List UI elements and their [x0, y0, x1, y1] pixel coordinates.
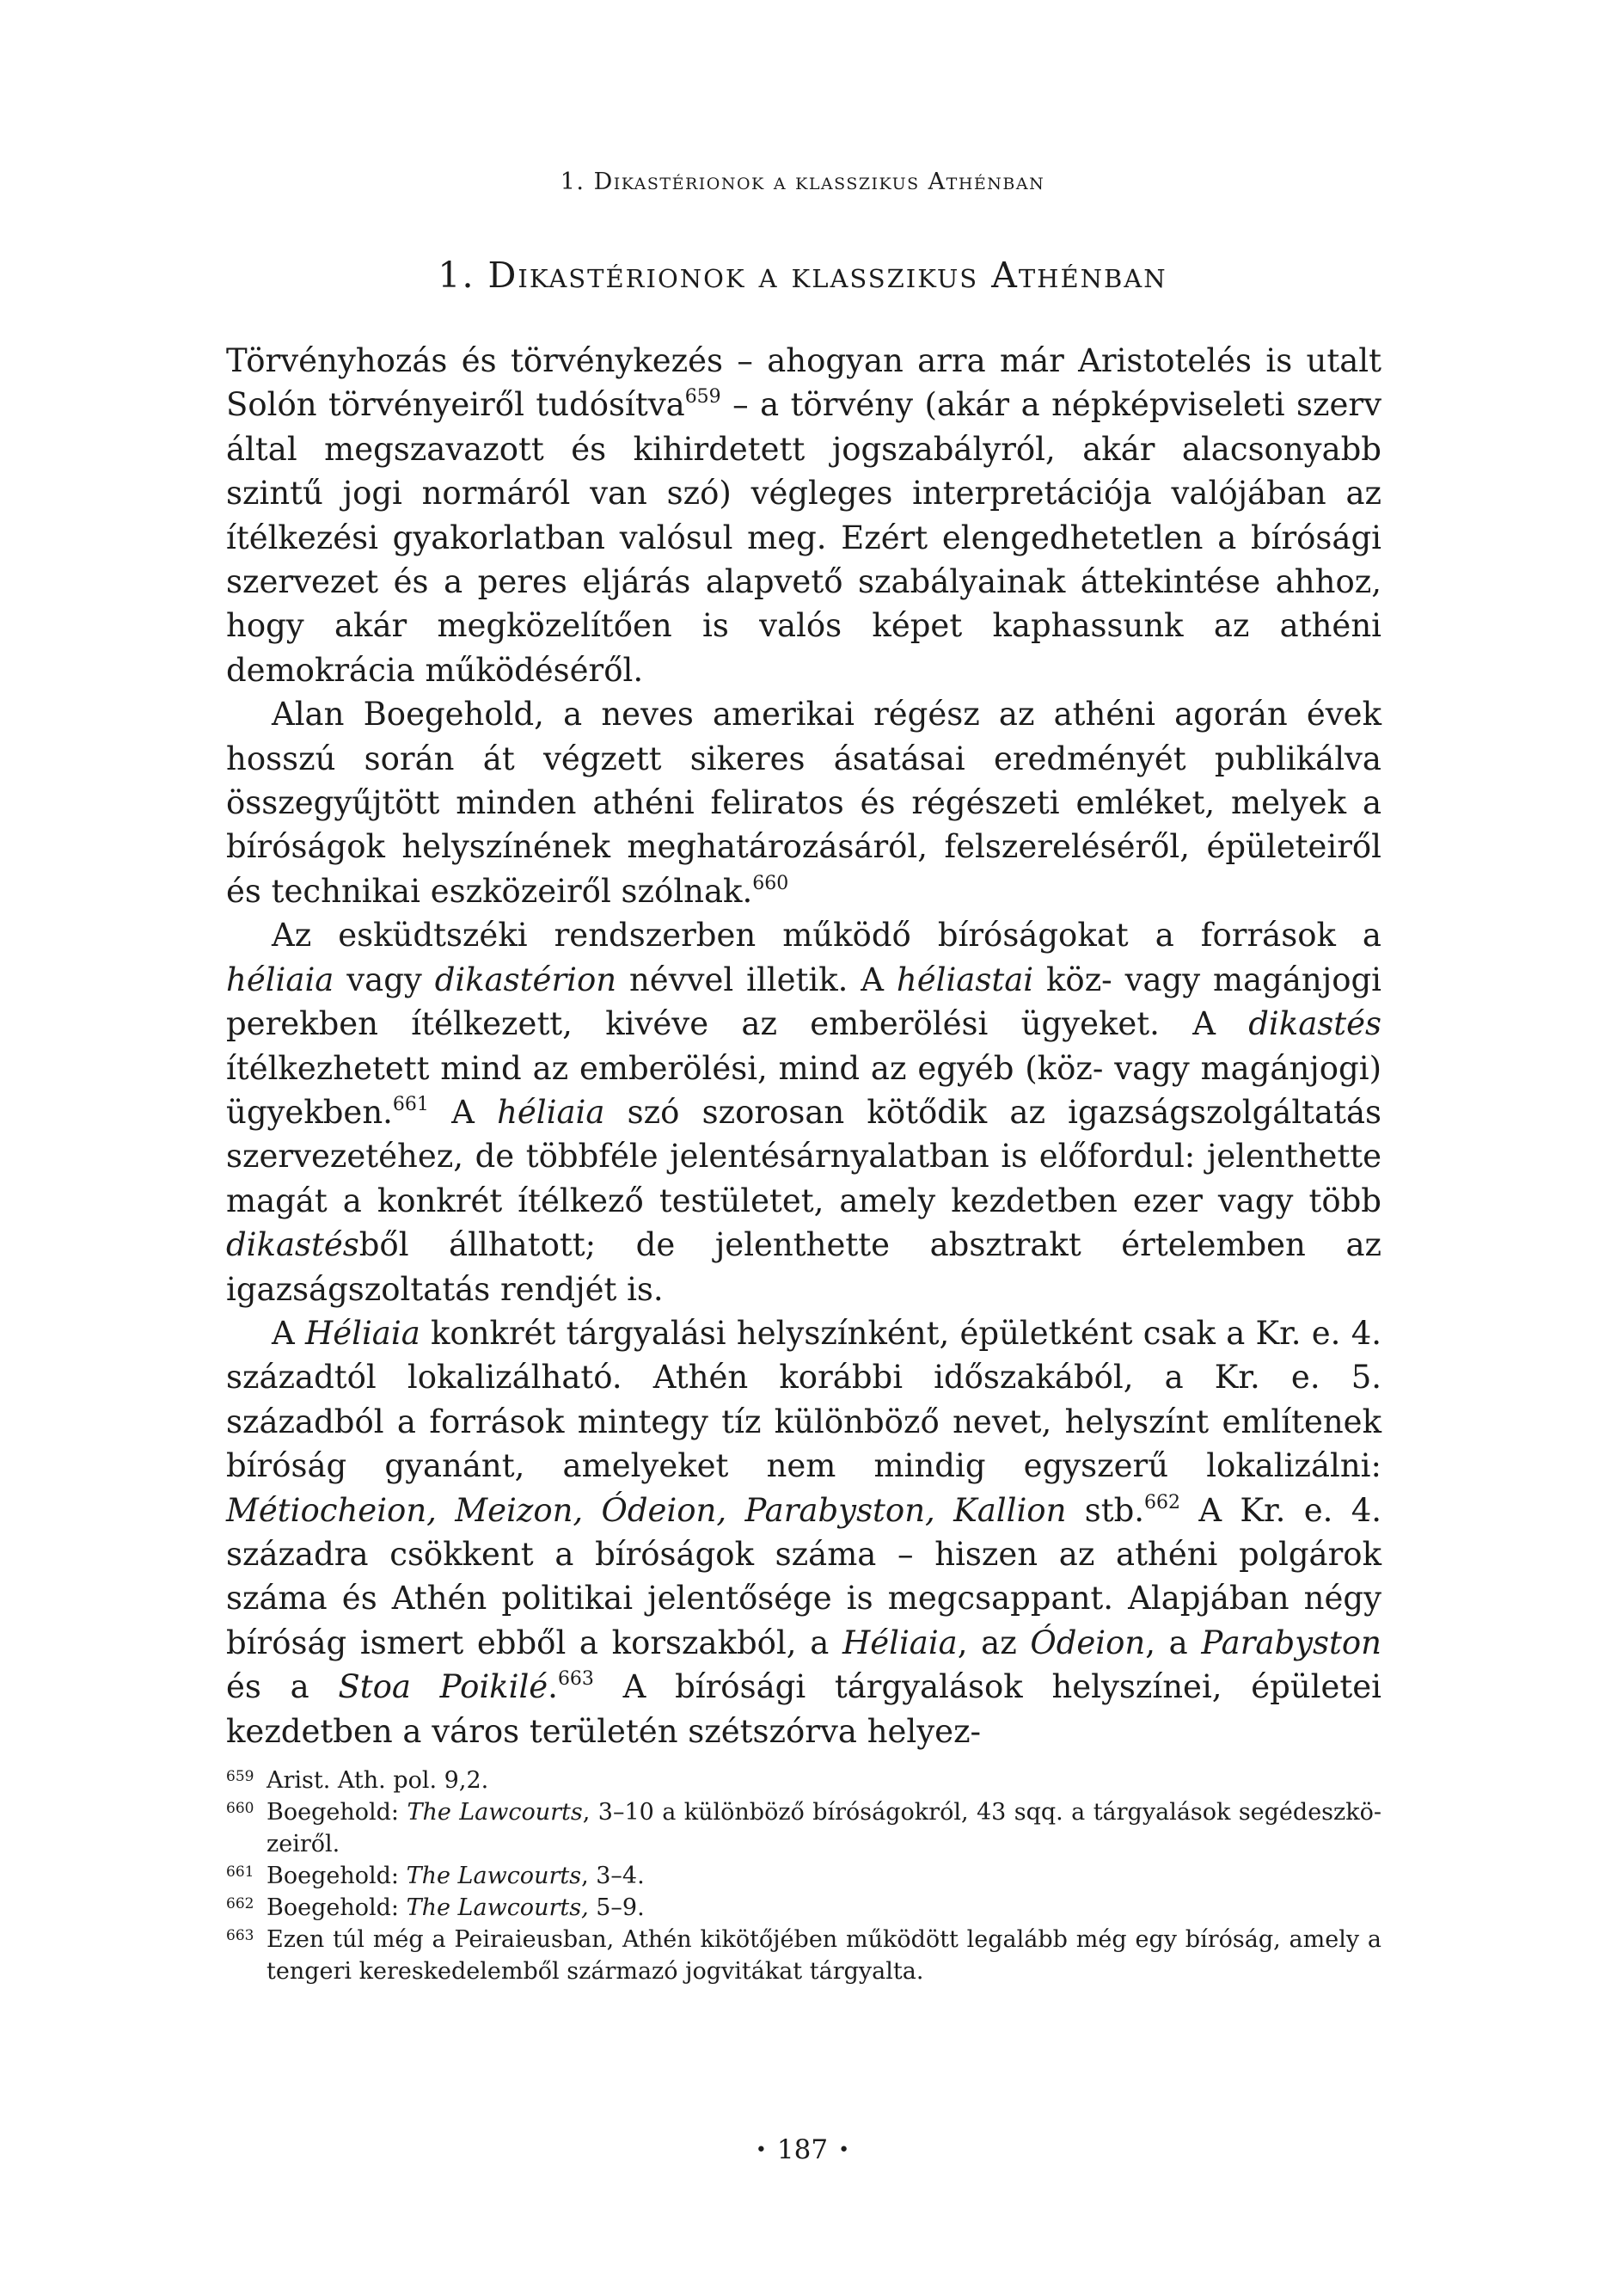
text-run: névvel illetik. A: [616, 961, 897, 998]
text-run: Boegehold:: [266, 1799, 407, 1826]
page-number: 187: [776, 2134, 829, 2165]
text-run: Arist. Ath. pol. 9,2.: [266, 1767, 489, 1794]
italic-term: Stoa Poikilé: [338, 1668, 548, 1706]
chapter-title: 1. Dikastérionok a klasszikus Athénban: [438, 255, 1167, 296]
italic-term: Métiocheion, Meizon, Ódeion, Parabyston, Kallion: [226, 1491, 1067, 1529]
text-run: ítélkezhetett mind az emberölési, mind az egyéb (köz- vagy magánjogi) ügyekben.: [226, 1049, 1381, 1131]
footnote: [226, 1924, 1381, 1987]
text-run: A: [272, 1314, 305, 1352]
italic-term: The Lawcourts: [406, 1863, 582, 1889]
text-run: köz- vagy magánjogi perekben ítélkezett, kivéve az emberölési ügyeket. A: [226, 961, 1381, 1043]
bullet-left-icon: •: [755, 2139, 767, 2161]
text-run: Az esküdtszéki rendszerben működő bíróságokat a források a: [272, 917, 1381, 955]
body-text: [226, 339, 1381, 1753]
text-run: .: [548, 1668, 558, 1706]
italic-term: Ódeion: [1030, 1624, 1146, 1661]
text-run: szó szorosan kötődik az igazságszolgáltatás szervezetéhez, de többféle jelentésárnyalatban is előfordul: jelenthette magát a konkrét ítélkező testületet, amely kezdetben ezer vagy több: [226, 1093, 1381, 1219]
text-run: 5–9.: [588, 1894, 645, 1921]
text-run: ből állhatott; de jelenthette absztrakt értelemben az igazságszoltatás rendjét is.: [226, 1226, 1381, 1308]
text-run: A bírósági tárgyalások helyszínei, épületei kezdetben a város területén szétszórva helyez-: [226, 1668, 1382, 1750]
bullet-right-icon: •: [838, 2139, 850, 2161]
text-run: és a: [226, 1668, 339, 1706]
italic-term: dikastés: [1248, 1005, 1381, 1043]
running-head: 1. Dikastérionok a klasszikus Athénban: [560, 169, 1045, 195]
italic-term: The Lawcourts,: [406, 1894, 589, 1921]
footnote: [226, 1892, 1381, 1924]
footnote-number: 659: [226, 1768, 254, 1785]
paragraph: [226, 1311, 1381, 1753]
text-run: Boegehold:: [266, 1863, 407, 1889]
text-run: vagy: [334, 961, 435, 998]
footnote-number: 660: [226, 1800, 254, 1817]
italic-term: dikastérion: [434, 961, 617, 998]
footnote-ref: 659: [684, 386, 721, 408]
text-run: Alan Boegehold, a neves amerikai régész az athéni agorán évek hosszú során át végzett sikeres ásatásai eredményét publikálva összegyűjtött minden athéni feliratos és régészeti emléket, melyek a bíróságok helyszínének meghatározásáról, felszereléséről, épületeiről és technikai eszközeiről szólnak.: [226, 696, 1381, 910]
italic-term: Parabyston: [1201, 1624, 1381, 1661]
footnote-ref: 661: [392, 1093, 429, 1115]
footnote-number: 662: [226, 1895, 254, 1912]
footnote-ref: 662: [1144, 1491, 1181, 1513]
text-run: Ezen túl még a Peiraieusban, Athén kikötőjében működött legalább még egy bíróság, amely a tengeri kereskedelemből származó jogvitákat tárgyalta.: [266, 1926, 1381, 1985]
footnote: [226, 1765, 1381, 1796]
text-run: stb.: [1066, 1491, 1145, 1529]
text-run: Törvényhozás és törvénykezés – ahogyan arra már Aristotelés is utalt Solón törvényeiről tudósítva: [226, 342, 1381, 424]
text-run: A: [428, 1093, 498, 1131]
text-run: A Kr. e. 4. századra csökkent a bíróságok száma – hiszen az athéni polgárok száma és Athén politikai jelentősége is megcsappant. Alapjában négy bíróság ismert ebből a korszakból, a: [226, 1491, 1382, 1661]
text-run: konkrét tárgyalási helyszínként, épületként csak a Kr. e. 4. századtól lokalizálható. Athén korábbi időszakából, a Kr. e. 5. századból a források mintegy tíz különböző nevet, helyszínt említenek bíróság gyanánt, amelyeket nem mindig egyszerű lokalizálni:: [226, 1314, 1381, 1485]
paragraph: [226, 913, 1381, 1311]
paragraph: [226, 692, 1381, 913]
italic-term: dikastés: [226, 1226, 359, 1264]
text-run: – a törvény (akár a népképviseleti szerv által megszavazott és kihirdetett jogszabályról, akár alacsonyabb szintű jogi normáról van szó) végleges interpretációja valójában az ítélkezési gyakorlatban valósul meg. Ezért elengedhetetlen a bírósági szervezet és a peres eljárás alapvető szabályainak áttekintése ahhoz, hogy akár megközelítően is valós képet kaphassunk az athéni demokrácia működéséről.: [226, 386, 1381, 689]
text-run: , a: [1145, 1624, 1202, 1661]
italic-term: Héliaia: [842, 1624, 958, 1661]
italic-term: héliaia: [497, 1093, 605, 1131]
italic-term: héliastai: [896, 961, 1034, 998]
text-run: , 3–4.: [581, 1863, 645, 1889]
italic-term: Héliaia: [304, 1314, 420, 1352]
italic-term: The Lawcourts: [407, 1799, 583, 1826]
footnote: [226, 1796, 1381, 1860]
footnotes: [226, 1765, 1381, 1987]
footnote: [226, 1860, 1381, 1892]
footnote-ref: 660: [752, 872, 789, 894]
page-number-line: [0, 2134, 1605, 2165]
text-run: Boegehold:: [266, 1894, 407, 1921]
footnote-ref: 663: [557, 1668, 594, 1691]
italic-term: héliaia: [226, 961, 334, 998]
paragraph: [226, 339, 1381, 692]
text-run: , az: [957, 1624, 1031, 1661]
footnote-number: 661: [226, 1863, 254, 1881]
footnote-number: 663: [226, 1927, 254, 1944]
text-run: , 3–10 a különböző bíróságokról, 43 sqq. a tárgyalások segédeszközeiről.: [266, 1799, 1382, 1857]
